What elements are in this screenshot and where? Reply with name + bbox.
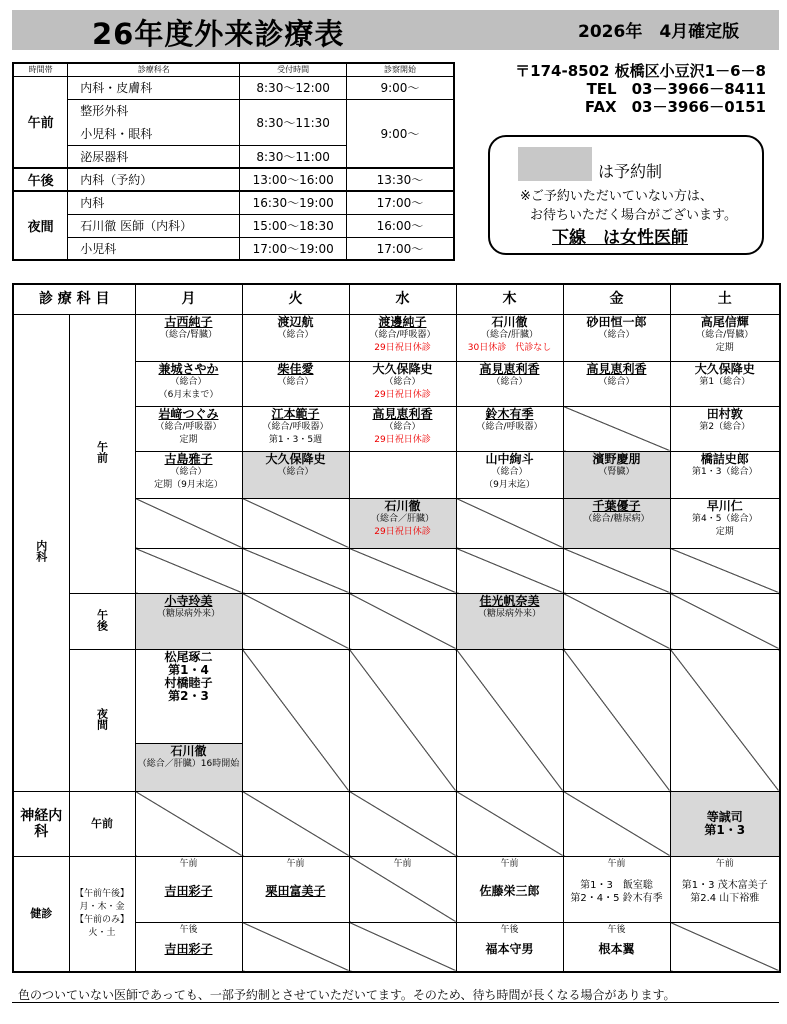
doctor-name: 高見恵利香 [586, 361, 647, 376]
doctor-specialty: （総合/呼吸器） [262, 421, 329, 432]
cell-am-sat-1 [670, 314, 780, 361]
cell-am-wed-6-empty [349, 548, 456, 593]
doctor-schedule-note: 第1・3・5週 [268, 434, 323, 445]
doctor-name: 石川徹 [491, 314, 528, 329]
doctor-name: 渡邊純子 [378, 314, 427, 329]
doctor-schedule-note: 定期 [715, 526, 734, 537]
cell-kenshin-am-sat [670, 856, 780, 922]
cell-am-tue-4 [242, 451, 349, 498]
dept-name: 小児科・眼科 [68, 122, 240, 145]
postal-address: 〒174-8502 板橋区小豆沢1－6－8 [515, 62, 766, 80]
cell-am-fri-4 [563, 451, 670, 498]
cell-am-sat-6-empty [670, 548, 780, 593]
doctor-name: 石川徹 [170, 743, 207, 758]
cell-neuro-thu-empty [456, 791, 563, 856]
notice-line-1: ※ご予約いただいていない方は、 [520, 189, 713, 204]
reception-time: 16:30～19:00 [240, 191, 347, 214]
kenshin-note-line: 月・木・金 [79, 901, 125, 912]
schedule-table [12, 283, 781, 973]
doctor-name: 鈴木有季 [485, 406, 534, 421]
doctor-schedule-note: （9月末迄） [484, 479, 535, 490]
holiday-note: 29日祝日休診 [374, 526, 431, 537]
cell-night-mon-1 [135, 649, 242, 743]
cell-am-mon-6-empty [135, 548, 242, 593]
footer-note: 色のついていない医師であっても、一部予約制とさせていただいてます。そのため、待ち時間が長くなる場合があります。 [18, 988, 676, 1002]
doctor-name: 岩﨑つぐみ [158, 406, 219, 421]
doctor-name: 大久保降史 [265, 451, 326, 466]
cell-kenshin-pm-fri [563, 922, 670, 972]
day-header-wed: 水 [349, 284, 456, 314]
doctor-name: 早川仁 [706, 498, 743, 513]
session-label: 午前 [393, 858, 412, 869]
doctor-specialty: （総合） [170, 466, 207, 477]
cell-am-sat-2 [670, 361, 780, 406]
cell-am-mon-2 [135, 361, 242, 406]
hours-header-reception: 受付時間 [240, 63, 347, 76]
dept-name: 内科（予約） [68, 168, 240, 191]
cell-kenshin-pm-wed-empty [349, 922, 456, 972]
doctor-specialty: （総合） [277, 466, 314, 477]
doctor-specialty: （総合） [277, 376, 314, 387]
doctor-specialty: （総合） [491, 376, 528, 387]
cell-pm-tue-empty [242, 593, 349, 649]
doctor-specialty: （糖尿病外来） [477, 608, 541, 619]
cell-am-mon-3 [135, 406, 242, 451]
doctor-name: 江本範子 [271, 406, 320, 421]
doctor-specialty: 第1・3（総合） [692, 466, 758, 477]
cell-am-wed-5 [349, 498, 456, 548]
cell-night-sat-empty [670, 649, 780, 791]
legend-gray-swatch [518, 147, 592, 181]
notice-line-2: お待ちいただく場合がございます。 [530, 208, 737, 223]
kenshin-days-note [69, 856, 135, 972]
cell-kenshin-am-thu [456, 856, 563, 922]
doctor-schedule-note: 第2・3 [168, 688, 209, 703]
cell-kenshin-pm-sat-empty [670, 922, 780, 972]
doctor-specialty: （総合） [598, 329, 635, 340]
session-label: 午後 [179, 924, 198, 935]
cell-am-fri-5 [563, 498, 670, 548]
cell-neuro-sat [670, 791, 780, 856]
session-label: 午後 [607, 924, 626, 935]
dept-header: 診 療 科 目 [13, 284, 135, 314]
cell-am-mon-5-empty [135, 498, 242, 548]
cell-night-mon-2 [135, 743, 242, 791]
cell-am-fri-1 [563, 314, 670, 361]
doctor-name: 高見恵利香 [372, 406, 433, 421]
naika-am-label [69, 314, 135, 593]
doctor-specialty: （総合/呼吸器） [476, 421, 543, 432]
section-night: 夜間 [13, 191, 68, 260]
dept-name: 内科 [68, 191, 240, 214]
reservation-notice [488, 135, 764, 255]
doctor-name: 等誠司 [706, 809, 743, 824]
session-label: 午前 [500, 858, 519, 869]
doctor-name: 大久保降史 [372, 361, 433, 376]
doctor-name: 古西純子 [164, 314, 213, 329]
hours-table [12, 62, 455, 261]
doctor-specialty: （総合） [384, 421, 421, 432]
cell-am-tue-1 [242, 314, 349, 361]
doctor-specialty: （腎臓） [598, 466, 635, 477]
cell-am-sat-4 [670, 451, 780, 498]
doctor-name: 橋詰史郎 [700, 451, 749, 466]
dept-name: 石川徹 医師（内科） [68, 214, 240, 237]
cell-kenshin-am-mon [135, 856, 242, 922]
doctor-specialty: 第1（総合） [699, 376, 751, 387]
hours-header-start: 診察開始 [346, 63, 454, 76]
cell-am-sat-5 [670, 498, 780, 548]
session-label: 午後 [500, 924, 519, 935]
doctor-name: 福本守男 [485, 941, 534, 956]
cell-am-fri-6-empty [563, 548, 670, 593]
section-internal-medicine [13, 314, 69, 791]
doctor-name: 吉田彩子 [164, 883, 213, 898]
cell-kenshin-pm-mon [135, 922, 242, 972]
cell-pm-wed-empty [349, 593, 456, 649]
cell-night-tue-empty [242, 649, 349, 791]
cell-am-wed-4-empty [349, 451, 456, 498]
doctor-name: 渡辺航 [277, 314, 314, 329]
start-time: 17:00～ [346, 237, 454, 260]
doctor-schedule-note: 第1・3 [704, 822, 746, 837]
doctor-name: 高見恵利香 [479, 361, 540, 376]
reception-time: 13:00～16:00 [240, 168, 347, 191]
cell-am-thu-4 [456, 451, 563, 498]
cell-kenshin-pm-thu [456, 922, 563, 972]
cell-neuro-wed-empty [349, 791, 456, 856]
cell-night-wed-empty [349, 649, 456, 791]
doctor-name: 石川徹 [384, 498, 421, 513]
reception-time: 8:30～11:30 [240, 99, 347, 145]
cell-am-wed-1 [349, 314, 456, 361]
start-time: 9:00～ [346, 76, 454, 99]
holiday-note: 29日祝日休診 [374, 434, 431, 445]
doctor-name: 古島雅子 [164, 451, 213, 466]
neuro-am-label: 午前 [69, 791, 135, 856]
dept-name: 内科・皮膚科 [68, 76, 240, 99]
cell-am-sat-3 [670, 406, 780, 451]
cell-neuro-fri-empty [563, 791, 670, 856]
doctor-name: 兼城さやか [158, 361, 219, 376]
doctor-name: 栗田富美子 [265, 883, 326, 898]
doctor-name: 村橋睦子 [164, 675, 213, 690]
cell-neuro-tue-empty [242, 791, 349, 856]
female-doctor-legend: 下線 は女性医師 [552, 228, 688, 248]
doctor-schedule-line: 第1・3 茂木富美子 [681, 879, 768, 891]
doctor-specialty: （総合/肝臓） [480, 329, 539, 340]
edition-label: 2026年 4月確定版 [578, 22, 740, 42]
cell-kenshin-am-fri [563, 856, 670, 922]
cell-am-thu-3 [456, 406, 563, 451]
night-label: 夜間 [95, 707, 109, 730]
cell-am-thu-2 [456, 361, 563, 406]
cell-am-fri-2 [563, 361, 670, 406]
kenshin-note-line: 火・土 [88, 927, 116, 938]
session-label: 午前 [179, 858, 198, 869]
holiday-note: 30日休診 代診なし [467, 342, 552, 353]
cell-am-tue-6-empty [242, 548, 349, 593]
kenshin-note-line: 【午前午後】 [74, 888, 129, 899]
cell-kenshin-am-tue [242, 856, 349, 922]
start-time: 9:00～ [346, 99, 454, 168]
doctor-schedule-line: 第2・4・5 鈴木有季 [570, 892, 663, 904]
doctor-specialty: 第4・5（総合） [692, 513, 758, 524]
doctor-schedule-note: 第1・4 [168, 662, 209, 677]
section-health-checkup: 健診 [13, 856, 69, 972]
day-header-fri: 金 [563, 284, 670, 314]
doctor-specialty: （総合/呼吸器） [155, 421, 222, 432]
doctor-name: 佳光帆奈美 [479, 593, 540, 608]
cell-am-thu-1 [456, 314, 563, 361]
address-block [508, 62, 766, 116]
doctor-name: 田村敦 [706, 406, 743, 421]
cell-am-mon-1 [135, 314, 242, 361]
doctor-specialty: （総合／肝臓） [370, 513, 434, 524]
doctor-schedule-line: 第1・3 飯室聡 [580, 879, 653, 891]
reception-time: 17:00～19:00 [240, 237, 347, 260]
dept-name: 整形外科 [68, 99, 240, 122]
reservation-label: は予約制 [598, 162, 663, 181]
holiday-note: 29日祝日休診 [374, 342, 431, 353]
doctor-name: 山中絢斗 [485, 451, 534, 466]
doctor-specialty: （総合/腎臓） [696, 329, 754, 340]
doctor-specialty: （総合） [491, 466, 528, 477]
doctor-name: 松尾琢二 [164, 649, 213, 664]
doctor-name: 砂田恒一郎 [586, 314, 647, 329]
doctor-name: 濱野慶朋 [592, 451, 641, 466]
doctor-schedule-note: （6月末まで） [158, 389, 219, 400]
hours-header-dept: 診療科名 [68, 63, 240, 76]
section-morning: 午前 [13, 76, 68, 168]
cell-kenshin-pm-tue-empty [242, 922, 349, 972]
cell-am-tue-2 [242, 361, 349, 406]
start-time: 13:30～ [346, 168, 454, 191]
kenshin-note-line: 【午前のみ】 [74, 914, 129, 925]
cell-night-fri-empty [563, 649, 670, 791]
dept-name: 小児科 [68, 237, 240, 260]
cell-pm-mon [135, 593, 242, 649]
doctor-schedule-note: 定期 [715, 342, 734, 353]
reception-time: 8:30～12:00 [240, 76, 347, 99]
doctor-schedule-line: 第2.4 山下裕雅 [690, 892, 760, 904]
doctor-schedule-note: 定期（9月末迄） [154, 479, 223, 490]
fax: FAX 03－3966－0151 [584, 98, 766, 116]
naika-pm-label [69, 593, 135, 649]
telephone: TEL 03－3966－8411 [586, 80, 766, 98]
reception-time: 8:30～11:00 [240, 145, 347, 168]
cell-am-wed-3 [349, 406, 456, 451]
holiday-note: 29日祝日休診 [374, 389, 431, 400]
cell-am-tue-5-empty [242, 498, 349, 548]
doctor-name: 柴佳愛 [277, 361, 314, 376]
naika-night-label [69, 649, 135, 791]
doctor-schedule-note: 定期 [179, 434, 198, 445]
dept-name: 泌尿器科 [68, 145, 240, 168]
doctor-name: 佐藤栄三郎 [479, 883, 540, 898]
session-label: 午前 [286, 858, 305, 869]
cell-neuro-mon-empty [135, 791, 242, 856]
cell-am-fri-3-empty [563, 406, 670, 451]
pm-label: 午後 [95, 608, 109, 631]
cell-pm-thu [456, 593, 563, 649]
doctor-specialty: （総合） [384, 376, 421, 387]
session-label: 午前 [715, 858, 734, 869]
doctor-specialty: （総合） [277, 329, 314, 340]
section-afternoon: 午後 [13, 168, 68, 191]
reception-time: 15:00～18:30 [240, 214, 347, 237]
internal-medicine-label: 内科 [34, 540, 48, 562]
doctor-name: 大久保降史 [694, 361, 755, 376]
day-header-sat: 土 [670, 284, 780, 314]
cell-pm-sat-empty [670, 593, 780, 649]
doctor-name: 根本翼 [598, 941, 635, 956]
cell-am-thu-6-empty [456, 548, 563, 593]
session-label: 午前 [607, 858, 626, 869]
doctor-specialty: （総合） [170, 376, 207, 387]
cell-am-thu-5-empty [456, 498, 563, 548]
day-header-thu: 木 [456, 284, 563, 314]
doctor-specialty: （総合/呼吸器） [369, 329, 436, 340]
start-time: 16:00～ [346, 214, 454, 237]
footer-divider [12, 1002, 779, 1003]
doctor-name: 小寺玲美 [164, 593, 213, 608]
day-header-mon: 月 [135, 284, 242, 314]
cell-pm-fri-empty [563, 593, 670, 649]
doctor-name: 高尾信輝 [700, 314, 749, 329]
doctor-specialty: （総合） [598, 376, 635, 387]
doctor-specialty: （総合/糖尿病） [583, 513, 650, 524]
doctor-name: 千葉優子 [592, 498, 641, 513]
hours-header-time: 時間帯 [13, 63, 68, 76]
cell-kenshin-am-wed [349, 856, 456, 922]
section-neurology: 神経内科 [13, 791, 69, 856]
cell-am-mon-4 [135, 451, 242, 498]
doctor-specialty: （糖尿病外来） [156, 608, 220, 619]
start-time: 17:00～ [346, 191, 454, 214]
am-label: 午前 [95, 441, 109, 463]
cell-night-thu-empty [456, 649, 563, 791]
day-header-tue: 火 [242, 284, 349, 314]
doctor-specialty: （総合/腎臓） [159, 329, 218, 340]
doctor-specialty: （総合／肝臓）16時開始 [137, 758, 240, 769]
page-title: 26年度外来診療表 [92, 17, 345, 51]
cell-am-tue-3 [242, 406, 349, 451]
cell-am-wed-2 [349, 361, 456, 406]
doctor-specialty: 第2（総合） [699, 421, 751, 432]
doctor-name: 吉田彩子 [164, 941, 213, 956]
